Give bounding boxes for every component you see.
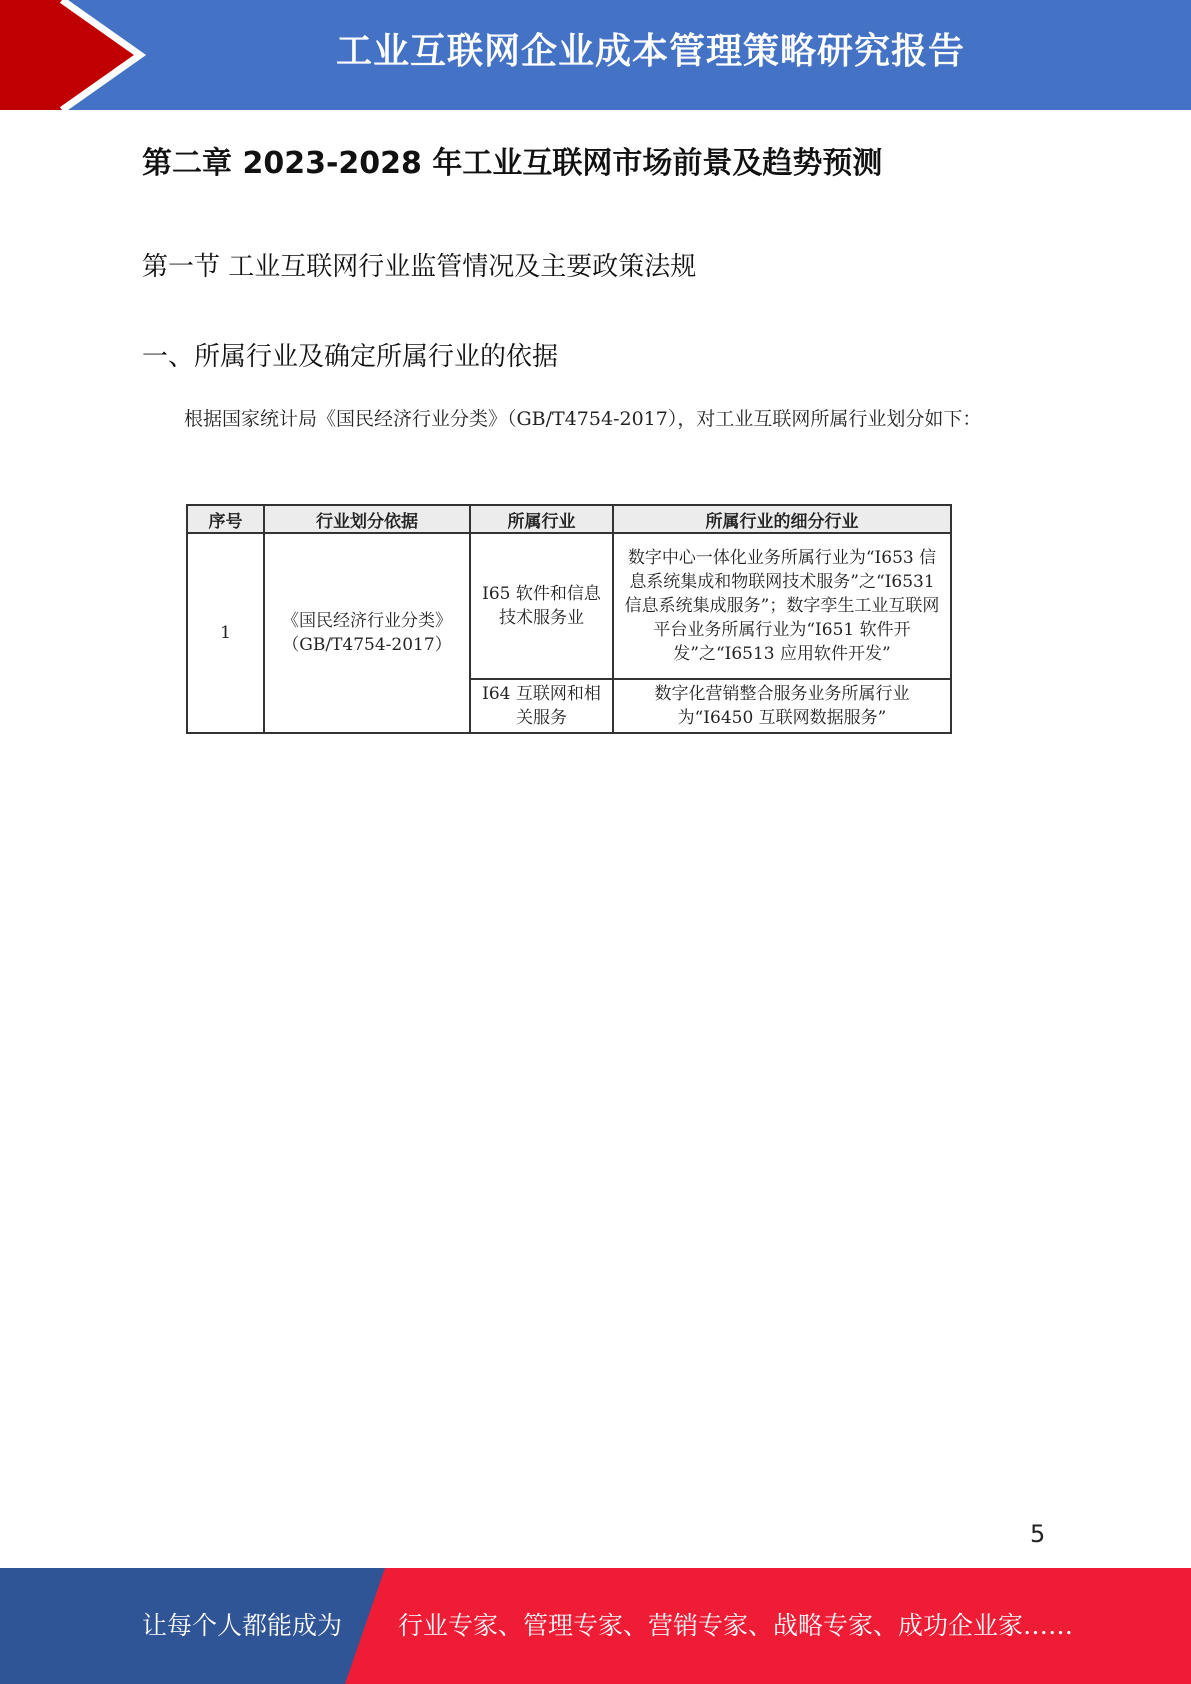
- header-serial-number: 序号: [187, 505, 264, 533]
- footer-banner: [0, 1568, 1191, 1684]
- sub-industry-cell: 数字化营销整合服务业务所属行业为“I6450 互联网数据服务”: [613, 679, 951, 733]
- table-row: [187, 533, 951, 679]
- footer-slogan-right: 行业专家、管理专家、营销专家、战略专家、成功企业家……: [398, 1611, 1074, 1640]
- classification-basis-cell: 《国民经济行业分类》（GB/T4754-2017）: [264, 533, 470, 733]
- sub-industry-cell: 数字中心一体化业务所属行业为“I653 信息系统集成和物联网技术服务”之“I6531 信息系统集成服务”；数字孪生工业互联网平台业务所属行业为“I651 软件开发”之“I6513 应用软件开发”: [613, 533, 951, 679]
- header-sub-industry: 所属行业的细分行业: [613, 505, 951, 533]
- industry-table-container: [186, 504, 952, 734]
- footer-slogan-left: 让每个人都能成为: [142, 1611, 343, 1640]
- header-classification-basis: 行业划分依据: [264, 505, 470, 533]
- row-serial-number: 1: [187, 533, 264, 733]
- industry-classification-table: [186, 504, 952, 734]
- subsection-title: 一、所属行业及确定所属行业的依据: [142, 342, 559, 372]
- chapter-title: 第二章 2023-2028 年工业互联网市场前景及趋势预测: [142, 146, 883, 181]
- header-industry: 所属行业: [470, 505, 613, 533]
- table-header-row: [187, 505, 951, 533]
- body-paragraph: 根据国家统计局《国民经济行业分类》（GB/T4754-2017），对工业互联网所属行业划分如下：: [184, 408, 982, 430]
- page-number: 5: [1030, 1520, 1046, 1548]
- section-title: 第一节 工业互联网行业监管情况及主要政策法规: [142, 252, 697, 282]
- industry-cell: I64 互联网和相关服务: [470, 679, 613, 733]
- header-banner: [0, 0, 1191, 110]
- report-title: 工业互联网企业成本管理策略研究报告: [335, 31, 965, 72]
- industry-cell: I65 软件和信息技术服务业: [470, 533, 613, 679]
